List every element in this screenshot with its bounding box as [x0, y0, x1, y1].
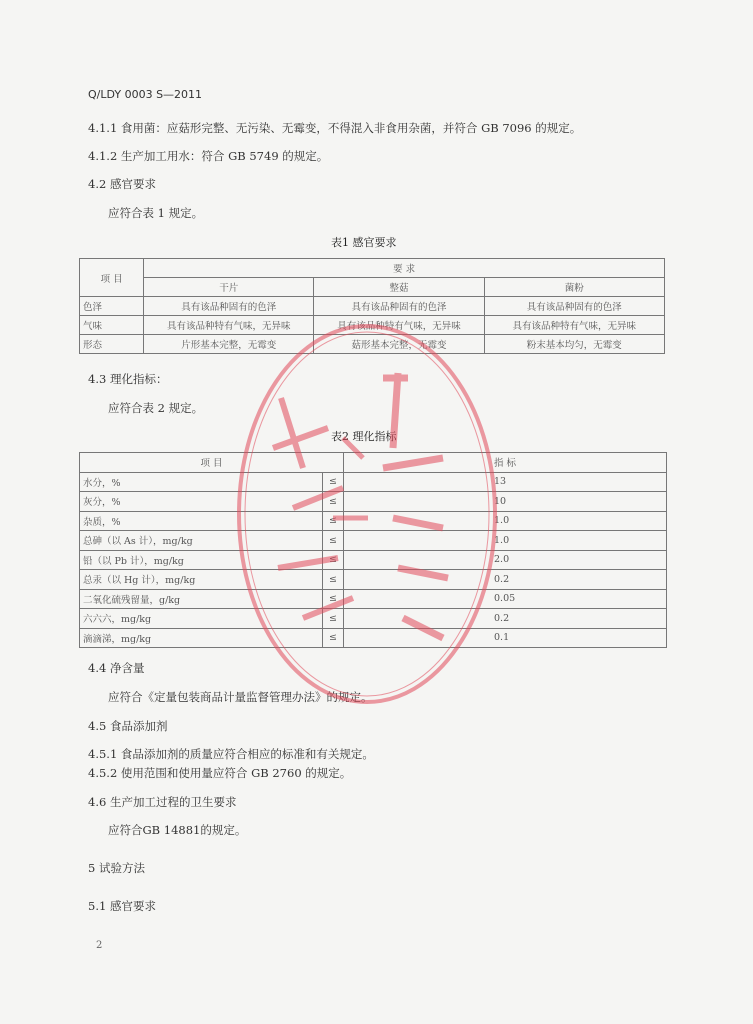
table2-caption: 表2 理化指标	[331, 430, 397, 443]
t1-cell: 片形基本完整，无霉变	[144, 335, 314, 354]
heading-4-6: 4.6 生产加工过程的卫生要求	[88, 795, 237, 809]
t2-row-op: ≤	[323, 511, 344, 531]
table-row	[80, 335, 665, 354]
t1-cell: 具有该品种固有的色泽	[314, 297, 484, 316]
table-row	[80, 492, 667, 512]
t2-row-op: ≤	[323, 570, 344, 590]
t1-cell: 菇形基本完整，无霉变	[314, 335, 484, 354]
heading-4-3: 4.3 理化指标：	[88, 372, 168, 386]
t2-row-value: 1.0	[344, 511, 667, 531]
table-row	[80, 550, 667, 570]
text-4-6: 应符合GB 14881的规定。	[108, 823, 247, 837]
t2-row-value: 0.1	[344, 628, 667, 648]
t2-row-value: 0.2	[344, 570, 667, 590]
table-row	[80, 531, 667, 551]
t2-row-op: ≤	[323, 492, 344, 512]
clause-4-5-2: 4.5.2 使用范围和使用量应符合 GB 2760 的规定。	[88, 766, 352, 780]
t2-row-item: 铅（以 Pb 计），mg/kg	[80, 550, 323, 570]
t2-row-item: 六六六，mg/kg	[80, 609, 323, 629]
t1-col-header: 整菇	[314, 278, 484, 297]
t2-value-header: 指 标	[344, 453, 667, 473]
table-row	[80, 609, 667, 629]
text-4-4: 应符合《定量包装商品计量监督管理办法》的规定。	[108, 690, 373, 704]
t2-row-value: 0.05	[344, 589, 667, 609]
t1-col-header: 干片	[144, 278, 314, 297]
heading-4-5: 4.5 食品添加剂	[88, 719, 168, 733]
t1-col-header: 菌粉	[484, 278, 664, 297]
t2-row-op: ≤	[323, 550, 344, 570]
t2-row-op: ≤	[323, 531, 344, 551]
t2-row-op: ≤	[323, 589, 344, 609]
t1-cell: 具有该品种固有的色泽	[144, 297, 314, 316]
table-row	[80, 316, 665, 335]
table1-caption: 表1 感官要求	[331, 236, 397, 249]
clause-4-5-1: 4.5.1 食品添加剂的质量应符合相应的标准和有关规定。	[88, 747, 374, 761]
table-row	[80, 570, 667, 590]
table-row	[80, 628, 667, 648]
clause-4-1-2: 4.1.2 生产加工用水：符合 GB 5749 的规定。	[88, 149, 329, 163]
t2-row-op: ≤	[323, 628, 344, 648]
t1-row-item: 形态	[80, 335, 144, 354]
t1-cell: 具有该品种特有气味，无异味	[484, 316, 664, 335]
table-row	[80, 511, 667, 531]
t1-row-item: 气味	[80, 316, 144, 335]
t2-row-item: 总汞（以 Hg 计），mg/kg	[80, 570, 323, 590]
t1-cell: 具有该品种特有气味，无异味	[314, 316, 484, 335]
t2-row-item: 水分，%	[80, 472, 323, 492]
table-row	[80, 472, 667, 492]
t2-row-item: 总砷（以 As 计），mg/kg	[80, 531, 323, 551]
t2-row-op: ≤	[323, 472, 344, 492]
t1-req-header: 要 求	[144, 259, 665, 278]
t2-row-item: 灰分，%	[80, 492, 323, 512]
t2-row-item: 杂质，%	[80, 511, 323, 531]
page-number: 2	[96, 940, 103, 951]
table-row	[80, 297, 665, 316]
t2-item-header: 项 目	[80, 453, 344, 473]
t1-cell: 粉末基本均匀，无霉变	[484, 335, 664, 354]
t2-row-item: 滴滴涕，mg/kg	[80, 628, 323, 648]
text-4-3: 应符合表 2 规定。	[108, 401, 204, 415]
t1-cell: 具有该品种固有的色泽	[484, 297, 664, 316]
t1-cell: 具有该品种特有气味，无异味	[144, 316, 314, 335]
clause-4-1-1: 4.1.1 食用菌：应菇形完整、无污染、无霉变，不得混入非食用杂菌，并符合 GB 7096 的规定。	[88, 121, 582, 135]
table-row	[80, 589, 667, 609]
physicochemical-table	[79, 452, 667, 648]
heading-4-4: 4.4 净含量	[88, 661, 145, 675]
t2-row-value: 10	[344, 492, 667, 512]
heading-5: 5 试验方法	[88, 861, 145, 875]
t1-item-header: 项 目	[80, 259, 144, 297]
doc-code: Q/LDY 0003 S—2011	[88, 88, 203, 101]
t2-row-value: 0.2	[344, 609, 667, 629]
t1-row-item: 色泽	[80, 297, 144, 316]
text-4-2: 应符合表 1 规定。	[108, 206, 204, 220]
heading-4-2: 4.2 感官要求	[88, 177, 156, 191]
t2-row-value: 1.0	[344, 531, 667, 551]
sensory-table	[79, 258, 665, 354]
t2-row-op: ≤	[323, 609, 344, 629]
t2-row-value: 2.0	[344, 550, 667, 570]
t2-row-value: 13	[344, 472, 667, 492]
heading-5-1: 5.1 感官要求	[88, 899, 156, 913]
t2-row-item: 二氧化硫残留量，g/kg	[80, 589, 323, 609]
